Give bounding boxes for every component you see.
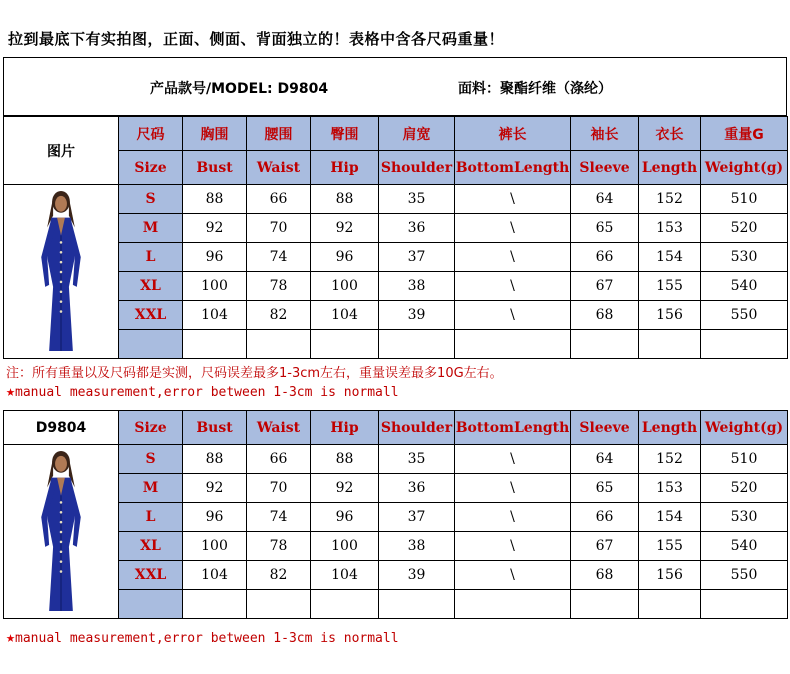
product-photo xyxy=(4,185,119,359)
value-cell: 39 xyxy=(379,561,455,590)
value-cell: \ xyxy=(455,243,571,272)
table-row xyxy=(4,243,788,272)
header-cn-5: 裤长 xyxy=(455,117,571,151)
value-cell: 155 xyxy=(639,532,701,561)
value-cell: 82 xyxy=(247,561,311,590)
header-en-2: Waist xyxy=(247,411,311,445)
dress-photo xyxy=(31,448,91,616)
top-note: 拉到最底下有实拍图，正面、侧面、背面独立的！表格中含各尺码重量！ xyxy=(8,30,505,48)
table-row xyxy=(4,330,788,359)
header-en-8: Weight(g) xyxy=(701,151,788,185)
value-cell: 74 xyxy=(247,243,311,272)
star-icon: ★ xyxy=(6,382,16,400)
value-cell: 66 xyxy=(571,243,639,272)
table-row xyxy=(4,561,788,590)
value-cell xyxy=(701,330,788,359)
value-cell: \ xyxy=(455,474,571,503)
value-cell: 66 xyxy=(247,185,311,214)
value-cell xyxy=(639,330,701,359)
value-cell: \ xyxy=(455,561,571,590)
header-en-5: BottomLength xyxy=(455,411,571,445)
value-cell xyxy=(455,590,571,619)
header-cn-4: 肩宽 xyxy=(379,117,455,151)
value-cell xyxy=(571,590,639,619)
value-cell: 156 xyxy=(639,561,701,590)
value-cell: 530 xyxy=(701,503,788,532)
header-en-6: Sleeve xyxy=(571,411,639,445)
value-cell: 92 xyxy=(311,474,379,503)
value-cell: 153 xyxy=(639,474,701,503)
value-cell xyxy=(701,590,788,619)
value-cell: 520 xyxy=(701,214,788,243)
value-cell: 35 xyxy=(379,445,455,474)
value-cell: 68 xyxy=(571,561,639,590)
value-cell: 70 xyxy=(247,474,311,503)
value-cell: 154 xyxy=(639,243,701,272)
value-cell: 92 xyxy=(311,214,379,243)
header-en-4: Shoulder xyxy=(379,151,455,185)
value-cell: \ xyxy=(455,532,571,561)
value-cell xyxy=(247,330,311,359)
header-en-3: Hip xyxy=(311,151,379,185)
header-en-7: Length xyxy=(639,411,701,445)
value-cell: 520 xyxy=(701,474,788,503)
picture-label: 图片 xyxy=(4,117,119,185)
value-cell: 67 xyxy=(571,272,639,301)
header-en-4: Shoulder xyxy=(379,411,455,445)
value-cell: 155 xyxy=(639,272,701,301)
size-cell: S xyxy=(119,185,183,214)
table-row xyxy=(4,185,788,214)
table-row xyxy=(4,301,788,330)
table-row xyxy=(4,474,788,503)
note-en-text: manual measurement,error between 1-3cm is normall xyxy=(15,385,399,400)
header-en-6: Sleeve xyxy=(571,151,639,185)
table-row xyxy=(4,590,788,619)
value-cell: \ xyxy=(455,503,571,532)
value-cell: 37 xyxy=(379,243,455,272)
value-cell: 70 xyxy=(247,214,311,243)
value-cell: 104 xyxy=(183,561,247,590)
measurement-note-en-2 xyxy=(6,628,399,646)
header-cn-2: 腰围 xyxy=(247,117,311,151)
measurement-note-cn: 注：所有重量以及尺码都是实测，尺码误差最多1-3cm左右，重量误差最多10G左右。 xyxy=(6,366,503,381)
header-en-8: Weight(g) xyxy=(701,411,788,445)
value-cell: 550 xyxy=(701,561,788,590)
value-cell: 510 xyxy=(701,445,788,474)
value-cell: 104 xyxy=(311,561,379,590)
value-cell: 100 xyxy=(183,272,247,301)
value-cell xyxy=(571,330,639,359)
value-cell: 100 xyxy=(311,532,379,561)
measurement-note-en xyxy=(6,382,399,400)
value-cell: 38 xyxy=(379,272,455,301)
size-table-1 xyxy=(3,116,788,359)
size-cell: XXL xyxy=(119,301,183,330)
value-cell: 92 xyxy=(183,474,247,503)
value-cell: 65 xyxy=(571,474,639,503)
value-cell: 64 xyxy=(571,445,639,474)
star-icon: ★ xyxy=(6,628,16,646)
value-cell: 550 xyxy=(701,301,788,330)
value-cell: 64 xyxy=(571,185,639,214)
value-cell: 540 xyxy=(701,272,788,301)
header-cn-3: 臀围 xyxy=(311,117,379,151)
value-cell xyxy=(379,590,455,619)
note-en-text-2: manual measurement,error between 1-3cm is normall xyxy=(15,631,399,646)
value-cell: 96 xyxy=(183,503,247,532)
value-cell xyxy=(183,330,247,359)
value-cell: 74 xyxy=(247,503,311,532)
header-en-0: Size xyxy=(119,411,183,445)
header-cn-0: 尺码 xyxy=(119,117,183,151)
header-en-7: Length xyxy=(639,151,701,185)
value-cell: \ xyxy=(455,185,571,214)
dress-photo xyxy=(31,188,91,356)
table-row xyxy=(4,503,788,532)
value-cell: 36 xyxy=(379,474,455,503)
header-en-3: Hip xyxy=(311,411,379,445)
table-row xyxy=(4,214,788,243)
value-cell: 96 xyxy=(311,243,379,272)
size-cell: XXL xyxy=(119,561,183,590)
header-en-1: Bust xyxy=(183,411,247,445)
size-table-2 xyxy=(3,410,788,619)
header-en-5: BottomLength xyxy=(455,151,571,185)
value-cell: 78 xyxy=(247,532,311,561)
size-cell xyxy=(119,330,183,359)
header-en-1: Bust xyxy=(183,151,247,185)
size-cell: L xyxy=(119,503,183,532)
value-cell: 152 xyxy=(639,445,701,474)
fabric-info: 面料：聚酯纤维（涤纶） xyxy=(458,81,612,97)
value-cell: 530 xyxy=(701,243,788,272)
size-cell: L xyxy=(119,243,183,272)
header-en-0: Size xyxy=(119,151,183,185)
value-cell: 35 xyxy=(379,185,455,214)
value-cell: 510 xyxy=(701,185,788,214)
value-cell: 36 xyxy=(379,214,455,243)
size-cell xyxy=(119,590,183,619)
value-cell: 156 xyxy=(639,301,701,330)
value-cell: 66 xyxy=(571,503,639,532)
header-cn-6: 袖长 xyxy=(571,117,639,151)
value-cell: 153 xyxy=(639,214,701,243)
value-cell xyxy=(247,590,311,619)
value-cell: 88 xyxy=(183,445,247,474)
size-cell: S xyxy=(119,445,183,474)
value-cell: 37 xyxy=(379,503,455,532)
header-cn-8: 重量G xyxy=(701,117,788,151)
value-cell: 540 xyxy=(701,532,788,561)
value-cell: 88 xyxy=(311,445,379,474)
model-label: D9804 xyxy=(4,411,119,445)
value-cell: 66 xyxy=(247,445,311,474)
value-cell: 96 xyxy=(183,243,247,272)
size-cell: XL xyxy=(119,532,183,561)
value-cell xyxy=(183,590,247,619)
value-cell: 78 xyxy=(247,272,311,301)
value-cell: 96 xyxy=(311,503,379,532)
value-cell: \ xyxy=(455,272,571,301)
value-cell: 39 xyxy=(379,301,455,330)
size-cell: M xyxy=(119,214,183,243)
value-cell: 82 xyxy=(247,301,311,330)
value-cell: 67 xyxy=(571,532,639,561)
value-cell: 38 xyxy=(379,532,455,561)
product-photo xyxy=(4,445,119,619)
value-cell: 65 xyxy=(571,214,639,243)
value-cell: 154 xyxy=(639,503,701,532)
value-cell: \ xyxy=(455,301,571,330)
value-cell: \ xyxy=(455,214,571,243)
value-cell: 104 xyxy=(311,301,379,330)
value-cell xyxy=(455,330,571,359)
value-cell: 68 xyxy=(571,301,639,330)
model-number: 产品款号/MODEL: D9804 xyxy=(150,81,329,97)
value-cell: 152 xyxy=(639,185,701,214)
value-cell: \ xyxy=(455,445,571,474)
table-row xyxy=(4,272,788,301)
value-cell: 104 xyxy=(183,301,247,330)
size-cell: XL xyxy=(119,272,183,301)
value-cell: 92 xyxy=(183,214,247,243)
value-cell xyxy=(639,590,701,619)
value-cell: 88 xyxy=(311,185,379,214)
value-cell: 100 xyxy=(311,272,379,301)
value-cell: 88 xyxy=(183,185,247,214)
table-row xyxy=(4,532,788,561)
value-cell xyxy=(311,330,379,359)
value-cell: 100 xyxy=(183,532,247,561)
value-cell xyxy=(379,330,455,359)
header-cn-1: 胸围 xyxy=(183,117,247,151)
value-cell xyxy=(311,590,379,619)
size-cell: M xyxy=(119,474,183,503)
table-row xyxy=(4,445,788,474)
header-cn-7: 衣长 xyxy=(639,117,701,151)
header-en-2: Waist xyxy=(247,151,311,185)
model-bar xyxy=(3,57,787,116)
